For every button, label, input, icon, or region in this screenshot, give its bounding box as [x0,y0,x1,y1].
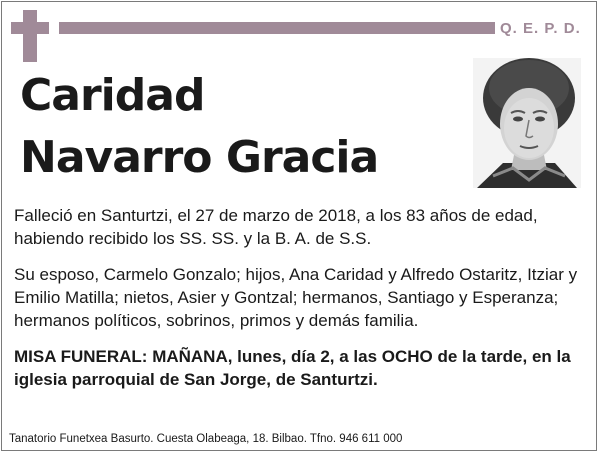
qepd-label: Q. E. P. D. [500,20,581,37]
header-bar [59,22,495,34]
deceased-photo [473,58,581,188]
cross-icon-vertical [23,10,37,62]
cross-icon-horizontal [11,22,49,34]
death-announcement: Falleció en Santurtzi, el 27 de marzo de 2018, a los 83 años de edad, habiendo recibido los SS. SS. y la B. A. de S.S. [14,206,538,248]
deceased-surnames: Navarro Gracia [20,132,379,183]
deceased-first-name: Caridad [20,70,205,121]
funeral-info: MISA FUNERAL: MAÑANA, lunes, día 2, a las OCHO de la tarde, en la iglesia parroquial de San Jorge, de Santurtzi. [14,347,571,389]
portrait-image [473,58,581,188]
family-list: Su esposo, Carmelo Gonzalo; hijos, Ana Caridad y Alfredo Ostaritz, Itziar y Emilio Matilla; nietos, Asier y Gontzal; hermanos, Santiago y Esperanza; hermanos políticos, sobrinos, primos y demás familia. [14,265,578,330]
funeral-home-contact: Tanatorio Funetxea Basurto. Cuesta Olabeaga, 18. Bilbao. Tfno. 946 611 000 [9,433,403,445]
